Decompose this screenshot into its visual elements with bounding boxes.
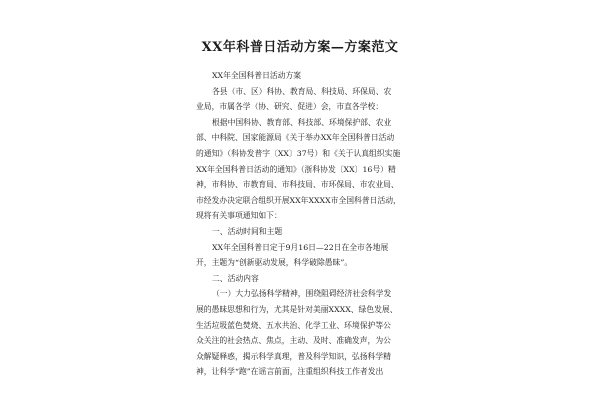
doc-paragraph-line: 开，主题为“创新驱动发展，科学破除愚昧”。: [196, 258, 353, 268]
doc-paragraph-line: （一）大力弘扬科学精神，围绕阻碍经济社会科学发: [212, 289, 392, 299]
doc-paragraph-line: 市经发办决定联合组织开展XX年XXXX市全国科普日活动，: [196, 195, 401, 205]
doc-paragraph-line: 的通知》（科协发普字〔XX〕37号）和《关于认真组织实施: [196, 148, 401, 158]
doc-section-heading: 二、活动内容: [212, 273, 259, 283]
document-title: XX年科普日活动方案—方案范文: [201, 40, 399, 55]
doc-paragraph-line: XX年全国科普日活动的通知》（浙科协发〔XX〕16号）精: [196, 164, 396, 174]
doc-paragraph-line: 生活垃圾蓝色焚烧、五水共治、化学工业、环境保护等公: [196, 320, 391, 330]
doc-heading-line: XX年全国科普日活动方案: [212, 71, 302, 80]
doc-paragraph-line: 现将有关事项通知如下：: [196, 211, 282, 221]
doc-paragraph-line: 业局，市属各学（协、研究、促进）会，市直各学校：: [196, 102, 384, 112]
doc-paragraph-line: XX年全国科普日定于9月16日—22日在全市各地展: [212, 242, 389, 252]
doc-paragraph-line: 众解疑释惑，揭示科学真理，普及科学知识，弘扬科学精: [196, 351, 391, 361]
doc-paragraph-line: 部、中科院、国家能源局《关于举办XX年全国科普日活动: [196, 133, 395, 143]
doc-paragraph-line: 神，市科协、市教育局、市科技局、市环保局、市农业局、: [196, 180, 399, 190]
doc-paragraph-line: 展的愚昧思想和行为，尤其是针对美丽XXXX、绿色发展、: [196, 304, 398, 314]
doc-paragraph-line: 神，让科学“跑”在谣言前面，注重组织科技工作者发出: [196, 367, 384, 377]
doc-paragraph-line: 根据中国科协、教育部、科技部、环境保护部、农业: [212, 117, 392, 127]
doc-section-heading: 一、活动时间和主题: [212, 226, 283, 236]
doc-paragraph-line: 各县（市、区）科协、教育局、科技局、环保局、农: [212, 86, 392, 96]
doc-paragraph-line: 众关注的社会热点、焦点，主动、及时、准确发声，为公: [196, 336, 391, 346]
document-body: [196, 68, 416, 380]
